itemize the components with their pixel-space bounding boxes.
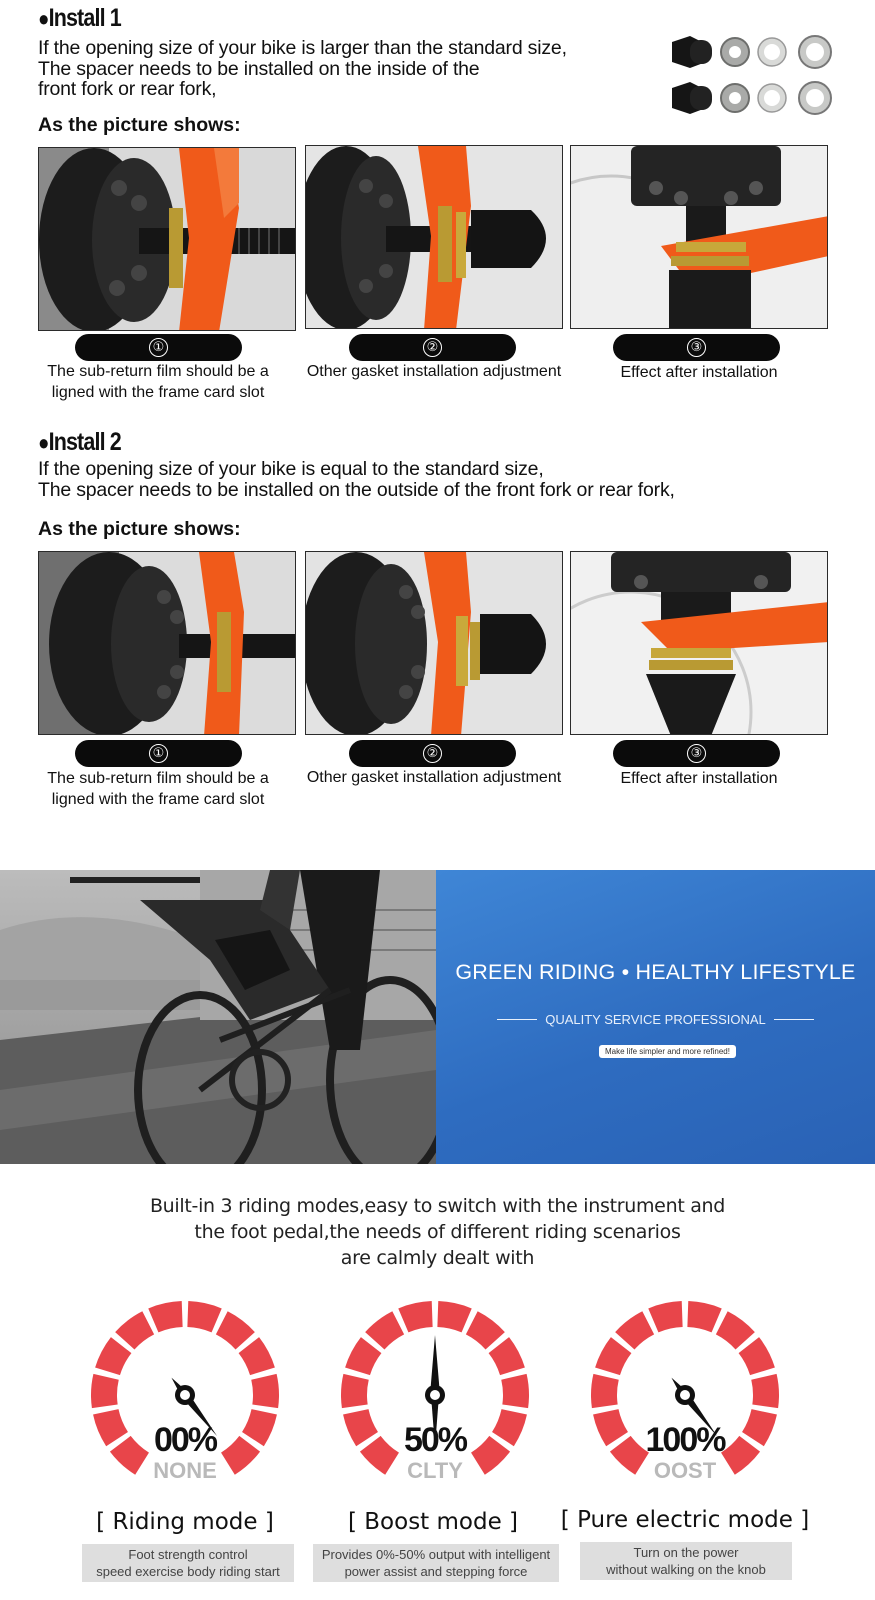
- gauge-segment: [360, 1436, 399, 1475]
- bullet-icon: ●: [38, 6, 49, 31]
- install1-step3-caption: Effect after installation: [620, 364, 778, 381]
- riding-mode-description: Foot strength control speed exercise body riding start: [82, 1544, 294, 1582]
- gauge-segment: [148, 1301, 182, 1332]
- install2-step1-badge: ①: [75, 740, 242, 767]
- gauge-hub-center: [680, 1390, 690, 1400]
- gauge-segment: [95, 1337, 131, 1375]
- gauge-segment: [115, 1311, 154, 1349]
- install2-step2-caption: Other gasket installation adjustment: [306, 769, 562, 786]
- gauge-segment: [437, 1301, 471, 1332]
- install2-description: If the opening size of your bike is equal to the standard size, The spacer needs to be installed on the outside of the front fork or rear fork,: [38, 458, 675, 501]
- gauge-segment: [751, 1374, 779, 1408]
- install2-title: ●Install 2: [38, 428, 121, 456]
- gauge-segment: [91, 1374, 119, 1408]
- install1-title: ●Install 1: [38, 4, 121, 32]
- install1-step2-badge: ②: [349, 334, 516, 361]
- boost-mode-description: Provides 0%-50% output with intelligent power assist and stepping force: [313, 1544, 559, 1582]
- gauge-segment: [93, 1409, 128, 1446]
- install1-shows-label: As the picture shows:: [38, 114, 241, 136]
- gauge-segment: [687, 1301, 721, 1332]
- install1-photo-2: [305, 145, 563, 329]
- gauge-segment: [221, 1436, 260, 1475]
- gauge-segment: [593, 1409, 628, 1446]
- gauge-segment: [610, 1436, 649, 1475]
- install1-description: If the opening size of your bike is larger than the standard size, The spacer needs to be installed on the inside of the front fork or rear fork,: [38, 37, 567, 100]
- bullet-icon: ●: [38, 430, 49, 455]
- gauge-segment: [345, 1337, 381, 1375]
- gauge-value: 00%: [153, 1421, 217, 1459]
- banner-headline: GREEN RIDING • HEALTHY LIFESTYLE: [455, 960, 856, 984]
- gauge-segment: [595, 1337, 631, 1375]
- gauge-segment: [398, 1301, 432, 1332]
- gauge-segment: [492, 1409, 527, 1446]
- pure-electric-mode-gauge: [585, 1291, 785, 1521]
- gauge-segment: [471, 1436, 510, 1475]
- gauge-segment: [341, 1374, 369, 1408]
- pure-electric-mode-description: Turn on the power without walking on the knob: [580, 1542, 792, 1580]
- gauge-segment: [251, 1374, 279, 1408]
- install2-step3-caption: Effect after installation: [620, 770, 778, 787]
- riding-modes-intro: Built-in 3 riding modes,easy to switch with the instrument and the foot pedal,the needs of different riding scenarios are calmly dealt with: [149, 1195, 726, 1269]
- install2-photo-3: [570, 551, 828, 735]
- banner-tagline: Make life simpler and more refined!: [599, 1045, 736, 1058]
- gauge-value: 50%: [403, 1421, 467, 1459]
- gauge-segment: [365, 1311, 404, 1349]
- green-riding-banner: [0, 870, 875, 1164]
- install1-step1-caption: The sub-return film should be a ligned with the frame card slot: [47, 363, 269, 401]
- riding-mode-label: [ Riding mode ]: [96, 1509, 274, 1535]
- riding-mode-gauge: [85, 1291, 285, 1521]
- gauge-segment: [739, 1337, 775, 1375]
- gauge-segment: [187, 1301, 221, 1332]
- gauge-segment: [648, 1301, 682, 1332]
- gauge-segment: [716, 1311, 755, 1349]
- spacer-parts-image: [660, 30, 840, 120]
- gauge-segment: [721, 1436, 760, 1475]
- boost-mode-label: [ Boost mode ]: [347, 1509, 519, 1535]
- gauge-segment: [489, 1337, 525, 1375]
- gauge-segment: [501, 1374, 529, 1408]
- gauge-segment: [591, 1374, 619, 1408]
- gauge-segment: [110, 1436, 149, 1475]
- gauge-segment: [242, 1409, 277, 1446]
- gauge-segment: [742, 1409, 777, 1446]
- install1-step1-badge: ①: [75, 334, 242, 361]
- install2-step2-badge: ②: [349, 740, 516, 767]
- gauge-mode-code: NONE: [153, 1458, 217, 1483]
- divider-line: [774, 1019, 814, 1020]
- install2-shows-label: As the picture shows:: [38, 518, 241, 540]
- gauge-segment: [343, 1409, 378, 1446]
- boost-mode-gauge: [335, 1291, 535, 1521]
- gauge-mode-code: OOST: [653, 1458, 717, 1483]
- pure-electric-mode-label: [ Pure electric mode ]: [560, 1507, 810, 1533]
- cyclist-photo: [0, 870, 436, 1164]
- install1-photo-1: [38, 147, 296, 331]
- gauge-segment: [216, 1311, 255, 1349]
- install2-photo-2: [305, 551, 563, 735]
- install2-photo-1: [38, 551, 296, 735]
- gauge-segment: [615, 1311, 654, 1349]
- gauge-mode-code: CLTY: [407, 1458, 463, 1483]
- divider-line: [497, 1019, 537, 1020]
- install2-step1-caption: The sub-return film should be a ligned with the frame card slot: [47, 770, 269, 808]
- gauge-segment: [466, 1311, 505, 1349]
- install1-step2-caption: Other gasket installation adjustment: [306, 363, 562, 380]
- install1-step3-badge: ③: [613, 334, 780, 361]
- gauge-value: 100%: [645, 1421, 725, 1459]
- banner-subheadline: QUALITY SERVICE PROFESSIONAL: [436, 1012, 875, 1027]
- install1-photo-3: [570, 145, 828, 329]
- gauge-segment: [239, 1337, 275, 1375]
- gauge-hub-center: [180, 1390, 190, 1400]
- gauge-hub-center: [430, 1390, 440, 1400]
- banner-blue-panel: [436, 870, 875, 1164]
- install2-step3-badge: ③: [613, 740, 780, 767]
